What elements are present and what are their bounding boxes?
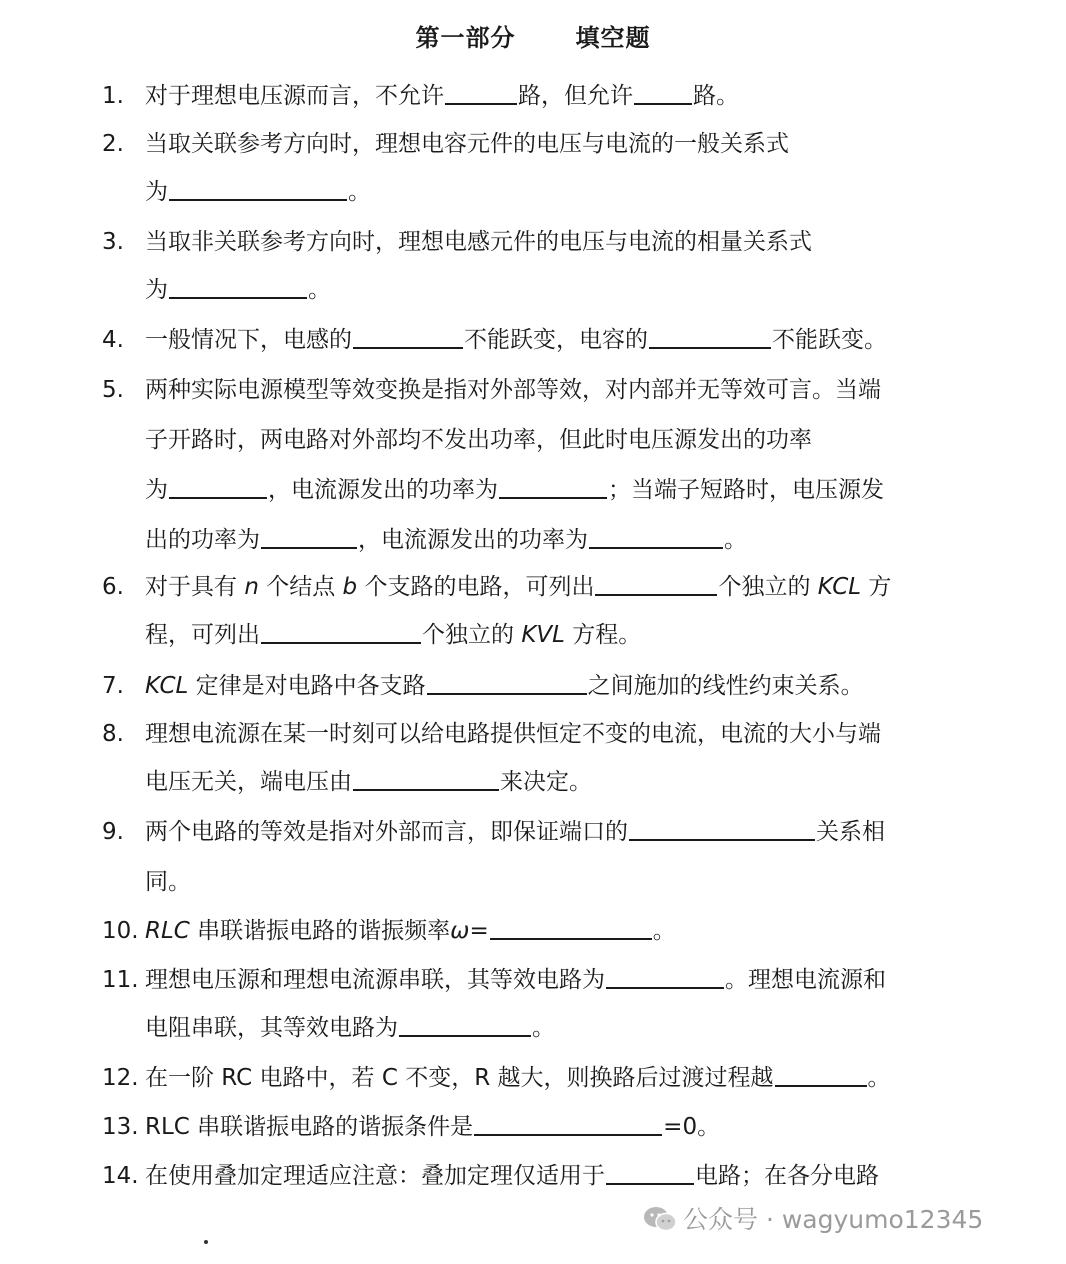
question-text: 个支路的电路，可列出: [364, 574, 595, 600]
question-text: ；当端子短路时，电压源发: [608, 477, 884, 503]
question-line: 当取关联参考方向时，理想电容元件的电压与电流的一般关系式: [145, 131, 789, 157]
answer-blank[interactable]: [353, 346, 463, 349]
question-text: 电路；在各分电路: [695, 1163, 879, 1189]
question-text: 。: [652, 918, 676, 944]
question-line: [145, 563, 891, 611]
question-number: 5.: [102, 377, 124, 403]
answer-blank[interactable]: [169, 496, 267, 499]
stray-dot: [204, 1240, 208, 1244]
question-text: 。: [867, 1065, 891, 1091]
question-number: 8.: [102, 721, 124, 747]
question-text: ，电流源发出的功率为: [358, 527, 588, 553]
answer-blank[interactable]: [634, 102, 692, 105]
title-type: 填空题: [575, 24, 651, 52]
watermark-text: 公众号 · wagyumo12345: [683, 1205, 984, 1234]
question-text: 程，可列出: [145, 622, 260, 648]
question-number: 3.: [102, 229, 124, 255]
question-text: 关系相: [816, 819, 885, 845]
wechat-official-account-icon: [643, 1206, 677, 1232]
question-line: [145, 72, 739, 120]
question-text: 一般情况下，电感的: [145, 327, 352, 353]
question-line: [145, 808, 885, 856]
question-text: 路。: [693, 83, 739, 109]
question-line: [145, 1152, 879, 1200]
question-text: 电压无关，端电压由: [145, 769, 352, 795]
question-number: 6.: [102, 574, 124, 600]
question-line: 同。: [145, 869, 191, 895]
question-line: [145, 758, 592, 806]
question-text: 。: [308, 277, 331, 303]
question-line: [145, 516, 747, 564]
question-text: 方: [868, 574, 892, 600]
question-line: [145, 907, 676, 955]
question-text: 。: [348, 179, 371, 205]
question-number: 10.: [102, 918, 139, 944]
question-number: 4.: [102, 327, 124, 353]
question-line: 理想电流源在某一时刻可以给电路提供恒定不变的电流，电流的大小与端: [145, 721, 881, 747]
question-text: 电阻串联，其等效电路为: [145, 1015, 398, 1041]
question-text: 在使用叠加定理适应注意：叠加定理仅适用于: [145, 1163, 605, 1189]
answer-blank[interactable]: [427, 692, 587, 695]
question-text: 对于理想电压源而言，不允许: [145, 83, 444, 109]
question-line: [145, 611, 641, 659]
question-text: 来决定。: [500, 769, 592, 795]
question-line: [145, 466, 884, 514]
question-line: [145, 662, 864, 710]
math-variable: n: [244, 574, 259, 600]
answer-blank[interactable]: [261, 641, 421, 644]
question-text: 个结点: [266, 574, 336, 600]
answer-blank[interactable]: [399, 1034, 531, 1037]
question-number: 7.: [102, 673, 124, 699]
answer-blank[interactable]: [169, 198, 347, 201]
question-text: 为: [145, 277, 168, 303]
question-number: 11.: [102, 967, 139, 993]
law-name: KCL: [817, 574, 862, 600]
question-text: 出的功率为: [145, 527, 260, 553]
math-variable: ω: [450, 918, 470, 944]
question-line: [145, 316, 887, 364]
answer-blank[interactable]: [775, 1084, 867, 1087]
answer-blank[interactable]: [353, 788, 499, 791]
question-text: ，电流源发出的功率为: [268, 477, 498, 503]
question-text: 。: [724, 527, 747, 553]
question-text: 路，但允许: [518, 83, 633, 109]
law-name: KVL: [521, 622, 565, 648]
question-number: 1.: [102, 83, 124, 109]
answer-blank[interactable]: [474, 1133, 662, 1136]
answer-blank[interactable]: [261, 546, 357, 549]
question-line: [145, 1054, 891, 1102]
math-variable: b: [342, 574, 358, 600]
question-text: 个独立的: [718, 574, 811, 600]
question-text: 对于具有: [145, 574, 237, 600]
question-line: 子开路时，两电路对外部均不发出功率，但此时电压源发出的功率: [145, 427, 812, 453]
watermark: [643, 1200, 983, 1236]
question-number: 12.: [102, 1065, 139, 1091]
question-text: 方程。: [572, 622, 642, 648]
question-text: 不能跃变。: [772, 327, 887, 353]
question-line: [145, 168, 371, 216]
answer-blank[interactable]: [595, 593, 717, 596]
title-part: 第一部分: [415, 24, 516, 52]
question-text: 。理想电流源和: [725, 967, 886, 993]
question-text: =: [469, 918, 489, 944]
circuit-name: RLC: [145, 918, 190, 944]
question-text: 个独立的: [422, 622, 514, 648]
question-text: 两个电路的等效是指对外部而言，即保证端口的: [145, 819, 628, 845]
question-number: 13.: [102, 1114, 139, 1140]
question-line: 两种实际电源模型等效变换是指对外部等效，对内部并无等效可言。当端: [145, 377, 881, 403]
answer-blank[interactable]: [606, 1182, 694, 1185]
question-text: 之间施加的线性约束关系。: [587, 673, 864, 699]
question-number: 2.: [102, 131, 124, 157]
question-line: [145, 1103, 720, 1151]
answer-blank[interactable]: [649, 346, 771, 349]
answer-blank[interactable]: [629, 838, 815, 841]
page-title: [0, 18, 1066, 53]
question-line: [145, 956, 886, 1004]
answer-blank[interactable]: [490, 937, 652, 940]
answer-blank[interactable]: [499, 496, 607, 499]
answer-blank[interactable]: [589, 546, 723, 549]
question-text: 为: [145, 477, 168, 503]
answer-blank[interactable]: [606, 986, 724, 989]
question-text: 定律是对电路中各支路: [195, 673, 426, 699]
question-line: [145, 266, 331, 314]
question-line: 当取非关联参考方向时，理想电感元件的电压与电流的相量关系式: [145, 229, 812, 255]
question-text: 。: [532, 1015, 555, 1041]
question-text: 不能跃变，电容的: [464, 327, 648, 353]
question-number: 9.: [102, 819, 124, 845]
law-name: KCL: [145, 673, 189, 699]
question-text: 为: [145, 179, 168, 205]
question-text: =0。: [663, 1114, 721, 1140]
answer-blank[interactable]: [169, 296, 307, 299]
question-text: 在一阶 RC 电路中，若 C 不变，R 越大，则换路后过渡过程越: [145, 1065, 774, 1091]
question-text: RLC 串联谐振电路的谐振条件是: [145, 1114, 474, 1140]
answer-blank[interactable]: [445, 102, 517, 105]
question-text: 理想电压源和理想电流源串联，其等效电路为: [145, 967, 605, 993]
question-number: 14.: [102, 1163, 139, 1189]
question-line: [145, 1004, 555, 1052]
question-text: 串联谐振电路的谐振频率: [197, 918, 451, 944]
